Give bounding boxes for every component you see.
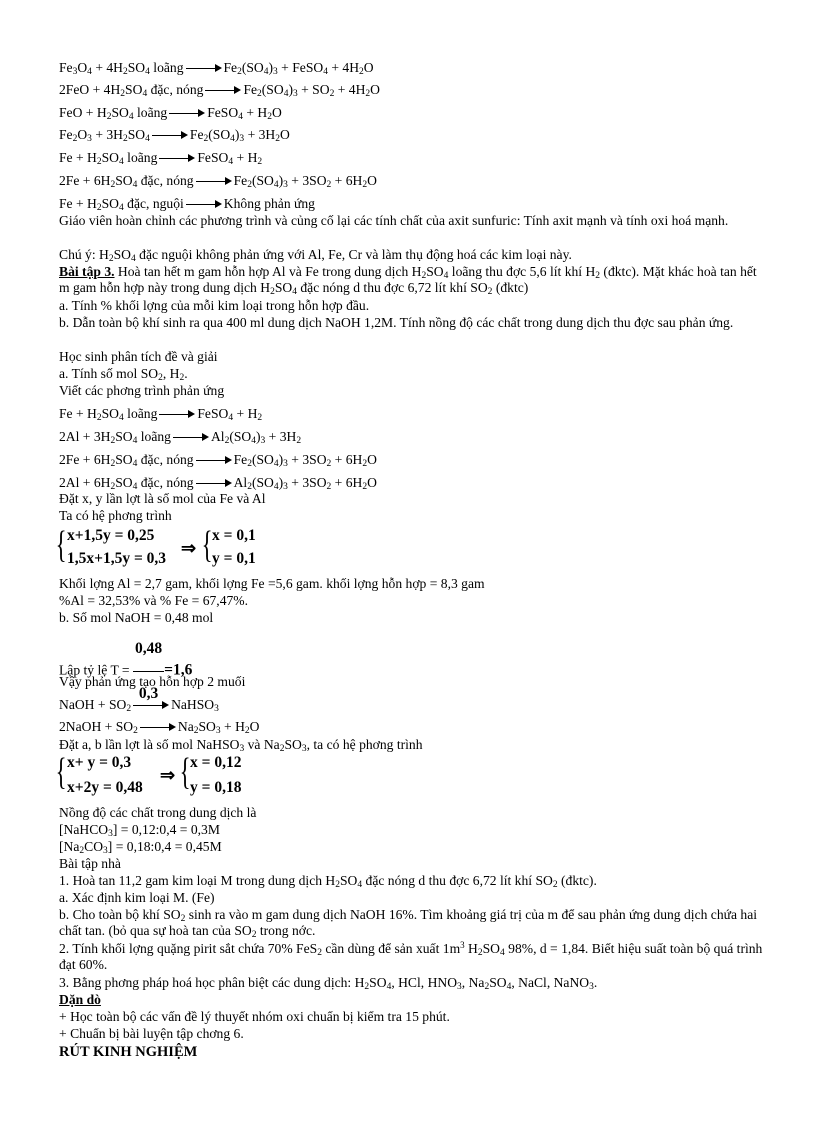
ratio-label: Lập tỷ lệ T = bbox=[59, 662, 130, 678]
experience-title: RÚT KINH NGHIỆM bbox=[59, 1044, 198, 1060]
arrow-icon bbox=[186, 200, 222, 210]
arrow-icon bbox=[133, 701, 169, 711]
homework-2: 2. Tính khối lợng quặng pirit sắt chứa 70% FeS$_2$ cần dùng để sản xuất $1m^3$ $H_2SO_4$ 98%, d = 1,84. Biết hiệu suất toàn bộ quá trình đạt 60%. bbox=[59, 940, 763, 972]
arrow-icon bbox=[173, 433, 209, 443]
reminder-2: + Chuẩn bị bài luyện tập chơng 6. bbox=[59, 1026, 244, 1041]
equation-7: $Fe + H_2SO_4$ đặc, nguội Không phản ứng bbox=[59, 196, 315, 213]
equation-4: $Fe_2O_3 + 3H_2SO_4$ $Fe_2(SO_4)_3 + 3H_2O$ bbox=[59, 127, 290, 144]
homework-3: 3. Bằng phơng pháp hoá học phân biệt các dung dịch: $H_2SO_4$, HCl, $HNO_3$, $Na_2SO_4$, NaCl, NaNO$_3$. bbox=[59, 975, 598, 992]
system2-sol2: y = 0,18 bbox=[190, 779, 242, 796]
homework-1: 1. Hoà tan 11,2 gam kim loại M trong dung dịch $H_2SO_4$ đặc nóng d thu đợc 6,72 lít khí $SO_2$ (đktc). bbox=[59, 873, 597, 890]
concentration-title: Nồng độ các chất trong dung dịch là bbox=[59, 805, 257, 820]
write-equations: Viết các phơng trình phản ứng bbox=[59, 383, 225, 398]
ratio-denominator: 0,3 bbox=[138, 685, 159, 702]
system1-sol2: y = 0,1 bbox=[212, 550, 256, 567]
percent-line: %Al = 32,53% và % Fe = 67,47%. bbox=[59, 593, 249, 608]
system1-eq1: x+1,5y = 0,25 bbox=[67, 527, 155, 544]
equation-5: $Fe + H_2SO_4$ loãng FeSO$_4$ + $H_2$ bbox=[59, 150, 263, 167]
ratio-numerator: 0,48 bbox=[133, 627, 164, 672]
set-xy: Đặt x, y lần lợt là số mol của Fe và Al bbox=[59, 491, 266, 506]
student-instruction: Học sinh phân tích đề và giải bbox=[59, 349, 218, 364]
arrow-icon bbox=[152, 131, 188, 141]
equation-13: 2NaOH + $SO_2$ $Na_2SO_3 + H_2O$ bbox=[59, 719, 260, 736]
system2-sol1: x = 0,12 bbox=[190, 754, 242, 771]
homework-1b: b. Cho toàn bộ khí $SO_2$ sinh ra vào m gam dung dịch NaOH 16%. Tìm khoảng giá trị của m để sau phản ứng dung dịch chứa hai chất tan. (bỏ qua sự hoà tan của $SO_2$ trong nớc. bbox=[59, 907, 758, 940]
arrow-icon bbox=[140, 723, 176, 733]
arrow-icon bbox=[159, 410, 195, 420]
equation-12: NaOH + $SO_2$ NaHSO$_3$ bbox=[59, 697, 219, 714]
ratio-result: =1,6 bbox=[164, 661, 193, 679]
equation-9: $2Al + 3H_2SO_4$ loãng $Al_2(SO_4)_3 + 3H_2$ bbox=[59, 429, 302, 446]
exercise-3-label: Bài tập 3. bbox=[59, 264, 115, 279]
equation-10: $2Fe + 6H_2SO_4$ đặc, nóng $Fe_2(SO_4)_3 + 3SO_2 + 6H_2O$ bbox=[59, 452, 377, 469]
equation-6: $2Fe + 6H_2SO_4$ đặc, nóng $Fe_2(SO_4)_3 + 3SO_2 + 6H_2O$ bbox=[59, 173, 377, 190]
equation-2: $2FeO + 4H_2SO_4$ đặc, nóng $Fe_2(SO_4)_3 + SO_2 + 4H_2O$ bbox=[59, 82, 380, 99]
set-ab: Đặt a, b lần lợt là số mol NaHSO$_3$ và $Na_2SO_3$, ta có hệ phơng trình bbox=[59, 737, 423, 754]
homework-1a: a. Xác định kim loại M. (Fe) bbox=[59, 890, 215, 905]
system1-sol1: x = 0,1 bbox=[212, 527, 256, 544]
have-system: Ta có hệ phơng trình bbox=[59, 508, 172, 523]
brace-icon: { bbox=[201, 524, 213, 566]
equation-11: $2Al + 6H_2SO_4$ đặc, nóng $Al_2(SO_4)_3 + 3SO_2 + 6H_2O$ bbox=[59, 475, 377, 492]
concentration-1: [NaHCO$_3$] = 0,12:0,4 = 0,3M bbox=[59, 822, 220, 839]
equation-3: FeO + $H_2SO_4$ loãng FeSO$_4$ + $H_2O$ bbox=[59, 105, 282, 122]
arrow-icon bbox=[169, 109, 205, 119]
two-salts: Vậy phản ứng tạo hỗn hợp 2 muối bbox=[59, 674, 246, 689]
solution-a: a. Tính số mol $SO_2$, $H_2$. bbox=[59, 366, 188, 383]
homework-title: Bài tập nhà bbox=[59, 856, 121, 871]
question-b: b. Dẫn toàn bộ khí sinh ra qua 400 ml dung dịch NaOH 1,2M. Tính nồng độ các chất trong dung dịch thu đợc sau phản ứng. bbox=[59, 315, 734, 330]
arrow-icon bbox=[196, 456, 232, 466]
arrow-icon bbox=[196, 177, 232, 187]
implies-icon: ⇒ bbox=[160, 765, 176, 785]
mol-naoh: b. Số mol NaOH = 0,48 mol bbox=[59, 610, 214, 625]
concentration-2: $[Na_2CO_3]$ = 0,18:0,4 = 0,45M bbox=[59, 839, 222, 856]
arrow-icon bbox=[196, 479, 232, 489]
system2-eq1: x+ y = 0,3 bbox=[67, 754, 132, 771]
brace-icon: { bbox=[55, 751, 67, 793]
mass-line: Khối lợng Al = 2,7 gam, khối lợng Fe =5,6 gam. khối lợng hỗn hợp = 8,3 gam bbox=[59, 576, 485, 591]
brace-icon: { bbox=[179, 751, 191, 793]
reminder-1: + Học toàn bộ các vấn đề lý thuyết nhóm oxi chuẩn bị kiểm tra 15 phút. bbox=[59, 1009, 450, 1024]
equation-8: $Fe + H_2SO_4$ loãng FeSO$_4$ + $H_2$ bbox=[59, 406, 263, 423]
arrow-icon bbox=[186, 64, 222, 74]
arrow-icon bbox=[205, 86, 241, 96]
system2-eq2: x+2y = 0,48 bbox=[67, 779, 143, 796]
brace-icon: { bbox=[55, 524, 67, 566]
reminder-title: Dặn dò bbox=[59, 992, 101, 1007]
note: Chú ý: $H_2SO_4$ đặc nguội không phản ứng với Al, Fe, Cr và làm thụ động hoá các kim loại này. bbox=[59, 247, 572, 264]
question-a: a. Tính % khối lợng của mỗi kim loại trong hỗn hợp đầu. bbox=[59, 298, 370, 313]
exercise-3: Bài tập 3. Hoà tan hết m gam hỗn hợp Al và Fe trong dung dịch $H_2SO_4$ loãng thu đợc 5,6 lít khí $H_2$ (đktc). Mặt khác hoà tan hết m gam hỗn hợp này trong dung dịch $H_2SO_4$ đặc nóng d thu đợc 6,72 lít khí $SO_2$ (đktc) bbox=[59, 264, 757, 297]
arrow-icon bbox=[159, 154, 195, 164]
system1-eq2: 1,5x+1,5y = 0,3 bbox=[67, 550, 167, 567]
teacher-note: Giáo viên hoàn chỉnh các phương trình và củng cố lại các tính chất của axit sunfuric: Tính axit mạnh và tính oxi hoá mạnh. bbox=[59, 213, 729, 228]
equation-1: $Fe_3O_4 + 4H_2SO_4$ loãng $Fe_2(SO_4)_3$ + FeSO$_4$ + $4H_2O$ bbox=[59, 60, 374, 77]
implies-icon: ⇒ bbox=[181, 538, 197, 558]
